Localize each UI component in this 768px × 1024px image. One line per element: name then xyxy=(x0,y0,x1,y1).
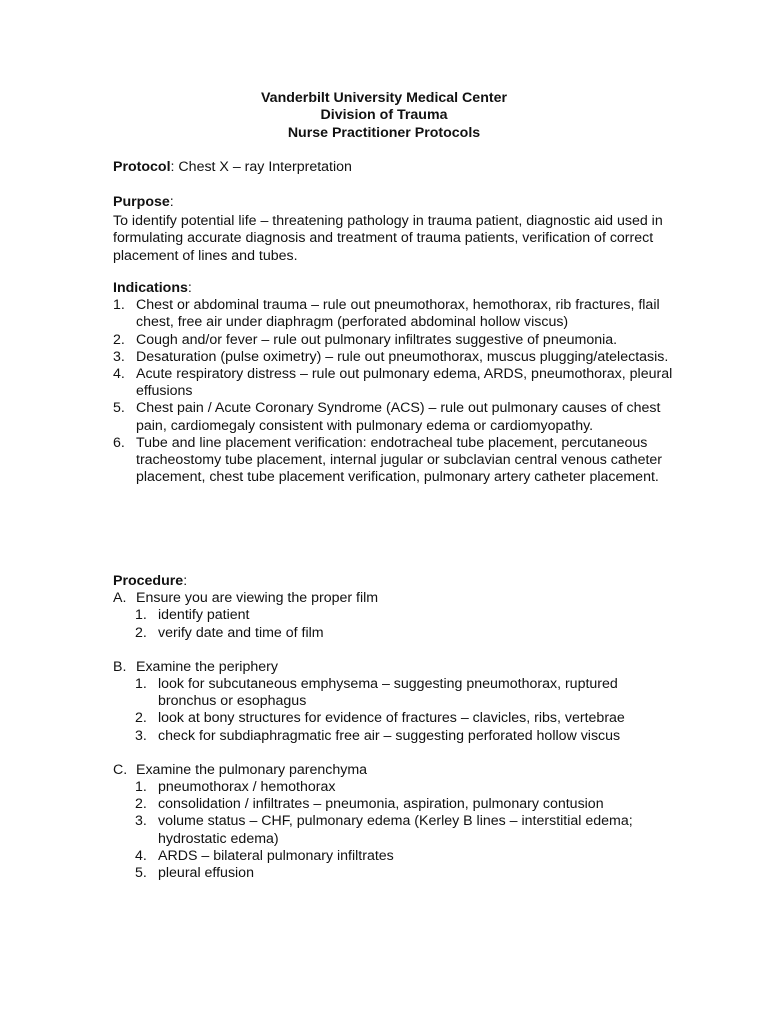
list-item-text: ARDS – bilateral pulmonary infiltrates xyxy=(158,847,394,864)
list-number: 6. xyxy=(113,434,125,451)
list-item xyxy=(113,297,673,331)
procedure-step xyxy=(113,590,673,607)
list-item-text: look for subcutaneous emphysema – suggesting pneumothorax, ruptured bronchus or esophagus xyxy=(158,676,618,710)
sub-list xyxy=(135,676,673,745)
indications-colon: : xyxy=(187,280,192,296)
list-item-text: pleural effusion xyxy=(158,865,254,882)
protocol-section xyxy=(113,159,673,176)
list-item-text: pneumothorax / hemothorax xyxy=(158,779,336,796)
list-item xyxy=(113,400,673,434)
list-item xyxy=(135,676,673,710)
procedure-step xyxy=(113,762,673,779)
list-item xyxy=(135,796,673,813)
purpose-section xyxy=(113,194,673,265)
list-item xyxy=(135,848,673,865)
list-item xyxy=(113,435,673,487)
procedure-group-a xyxy=(113,590,673,642)
indications-list xyxy=(113,297,673,486)
procedure-group-c xyxy=(113,762,673,882)
list-number: 1. xyxy=(135,607,147,624)
list-item-text: verify date and time of film xyxy=(158,624,324,641)
list-number: 5. xyxy=(135,865,147,882)
indications-section xyxy=(113,280,673,486)
document-header xyxy=(0,90,768,142)
list-number: 5. xyxy=(113,400,125,417)
list-item xyxy=(113,366,673,400)
list-item-text: Chest pain / Acute Coronary Syndrome (ACS) – rule out pulmonary causes of chest pain, cardiomegaly consistent with pulmonary edema or cardiomyopathy. xyxy=(136,400,661,434)
list-number: 1. xyxy=(135,779,147,796)
list-number: 4. xyxy=(135,847,147,864)
list-item-text: identify patient xyxy=(158,607,250,624)
institution-name: Vanderbilt University Medical Center xyxy=(261,90,507,106)
list-item xyxy=(135,728,673,745)
procedure-colon: : xyxy=(183,573,188,589)
list-item-text: consolidation / infiltrates – pneumonia, aspiration, pulmonary contusion xyxy=(158,796,604,813)
procedure-section xyxy=(113,573,673,882)
list-number: 1. xyxy=(135,676,147,693)
list-number: 2. xyxy=(135,796,147,813)
list-item-text: Chest or abdominal trauma – rule out pneumothorax, hemothorax, rib fractures, flail chest, free air under diaphragm (perforated abdominal hollow viscus) xyxy=(136,297,660,331)
procedure-step xyxy=(113,659,673,676)
list-item xyxy=(135,625,673,642)
list-item-text: volume status – CHF, pulmonary edema (Kerley B lines – interstitial edema; hydrostatic edema) xyxy=(158,813,633,847)
step-letter: A. xyxy=(113,590,127,607)
purpose-colon: : xyxy=(169,194,174,210)
protocol-series-title: Nurse Practitioner Protocols xyxy=(287,124,481,141)
list-item-text: look at bony structures for evidence of fractures – clavicles, ribs, vertebrae xyxy=(158,710,625,727)
list-item-text: Cough and/or fever – rule out pulmonary infiltrates suggestive of pneumonia. xyxy=(136,331,618,348)
protocol-title: : Chest X – ray Interpretation xyxy=(170,159,352,175)
indications-label: Indications xyxy=(113,280,188,296)
list-item-text: check for subdiaphragmatic free air – suggesting perforated hollow viscus xyxy=(158,727,621,744)
list-number: 4. xyxy=(113,366,125,383)
step-letter: C. xyxy=(113,761,128,778)
purpose-label: Purpose xyxy=(113,194,170,210)
list-number: 3. xyxy=(135,727,147,744)
list-item xyxy=(135,813,673,847)
list-item-text: Tube and line placement verification: endotracheal tube placement, percutaneous tracheostomy tube placement, internal jugular or subclavian central venous catheter placement, chest tube placement verification, pulmonary artery catheter placement. xyxy=(136,434,663,486)
sub-list xyxy=(135,779,673,882)
step-title: Examine the periphery xyxy=(136,658,278,675)
list-number: 2. xyxy=(135,624,147,641)
step-letter: B. xyxy=(113,658,127,675)
list-item xyxy=(135,607,673,624)
protocol-label: Protocol xyxy=(113,159,171,175)
list-item-text: Desaturation (pulse oximetry) – rule out pneumothorax, muscus plugging/atelectasis. xyxy=(136,348,669,365)
list-item-text: Acute respiratory distress – rule out pulmonary edema, ARDS, pneumothorax, pleural effusions xyxy=(136,366,673,400)
list-item xyxy=(135,710,673,727)
list-number: 1. xyxy=(113,297,125,314)
list-item xyxy=(135,779,673,796)
sub-list xyxy=(135,607,673,641)
step-title: Examine the pulmonary parenchyma xyxy=(136,761,368,778)
list-number: 2. xyxy=(135,710,147,727)
purpose-text: To identify potential life – threatening pathology in trauma patient, diagnostic aid used in formulating accurate diagnosis and treatment of trauma patients, verification of correct placement of lines and tubes. xyxy=(113,213,663,264)
list-number: 3. xyxy=(135,813,147,830)
procedure-label: Procedure xyxy=(113,573,184,589)
procedure-group-b xyxy=(113,659,673,745)
list-item xyxy=(113,349,673,366)
list-item xyxy=(135,865,673,882)
list-number: 3. xyxy=(113,348,125,365)
division-name: Division of Trauma xyxy=(320,107,448,124)
step-title: Ensure you are viewing the proper film xyxy=(136,590,379,607)
list-item xyxy=(113,332,673,349)
list-number: 2. xyxy=(113,331,125,348)
